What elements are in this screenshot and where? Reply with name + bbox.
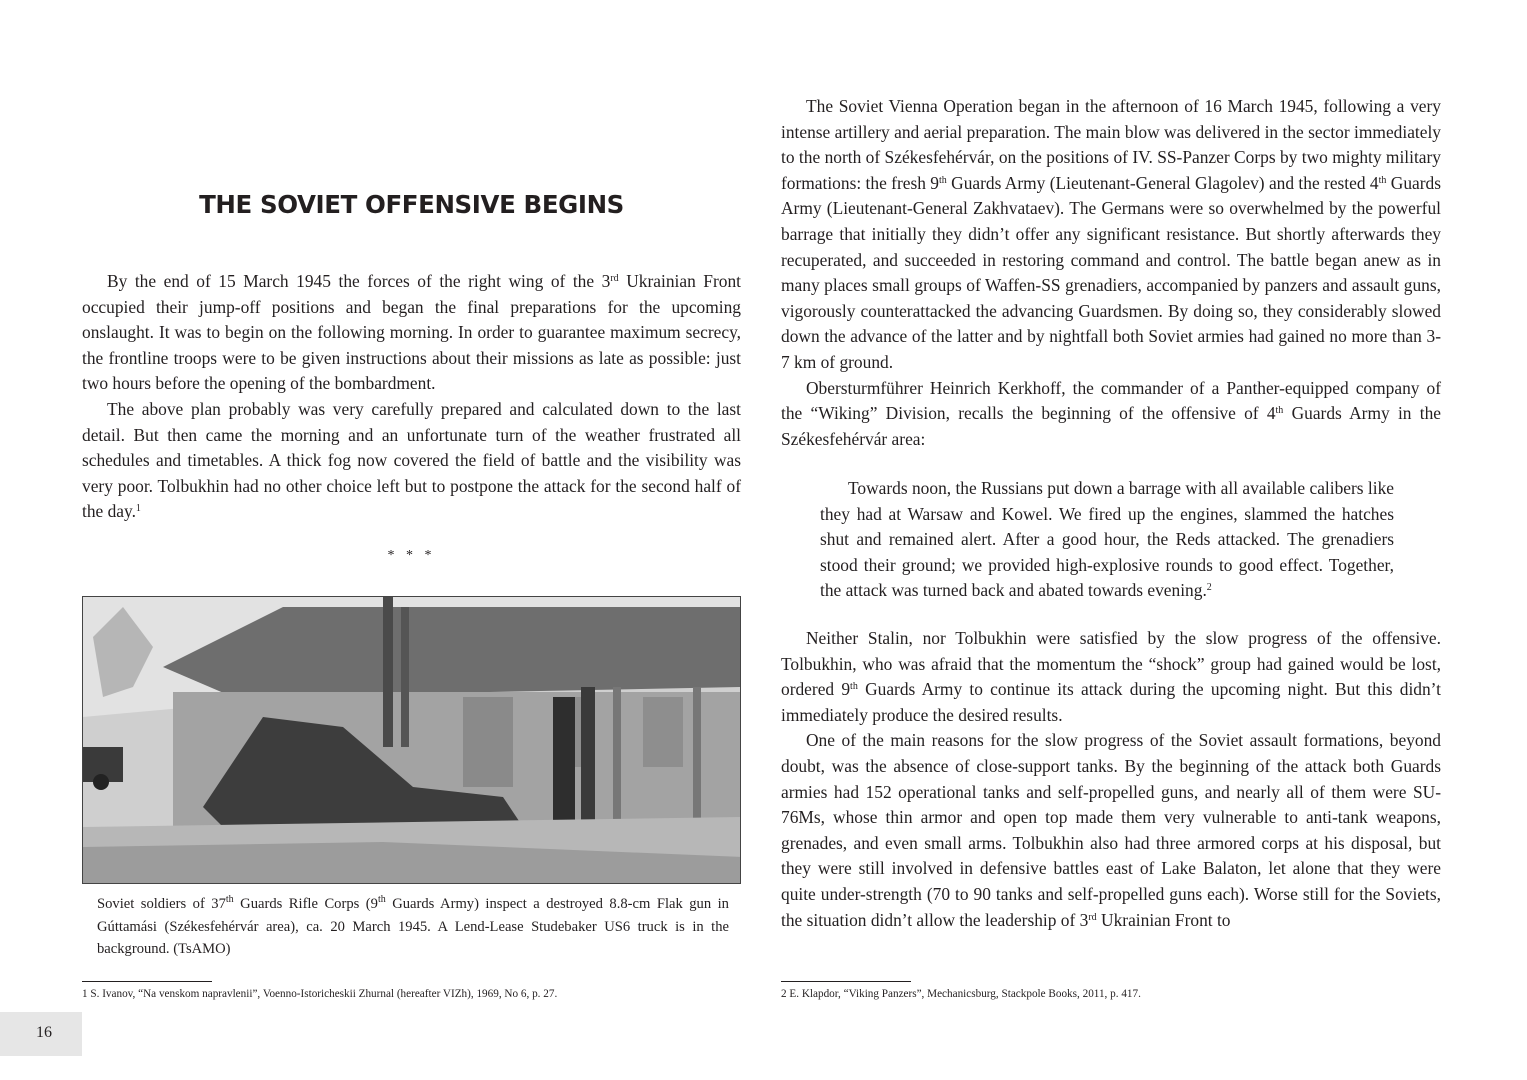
photo-caption: Soviet soldiers of 37th Guards Rifle Corps (9th Guards Army) inspect a destroyed 8.8-cm Flak gun in Gúttamási (Székesfehérvár area), ca. 20 March 1945. A Lend-Lease Studebaker US6 truck is in the background. (TsAMO) xyxy=(97,894,729,957)
left-paragraph-1: By the end of 15 March 1945 the forces of the right wing of the 3rd Ukrainian Front occupied their jump-off positions and began the final preparations for the upcoming onslaught. It was to begin on the following morning. In order to guarantee maximum secrecy, the frontline troops were to be given instructions about their missions as late as possible: just two hours before the opening of the bombardment. xyxy=(82,271,741,394)
right-paragraph-2: Obersturmführer Heinrich Kerkhoff, the commander of a Panther-equipped company of the “Wiking” Division, recalls the beginning of the offensive of 4th Guards Army in the Székesfehérvár area: xyxy=(781,377,1441,449)
section-separator: * * * xyxy=(387,548,436,563)
right-footnote-rule xyxy=(781,981,911,982)
right-paragraph-1: The Soviet Vienna Operation began in the afternoon of 16 March 1945, following a very intense artillery and aerial preparation. The main blow was delivered in the sector immediately to the north of Székesfehérvár, on the positions of IV. SS-Panzer Corps by two mighty military formations: the fresh 9th Guards Army (Lieutenant-General Glagolev) and the rested 4th Guards Army (Lieutenant-General Zakhvataev). The Germans were so overwhelmed by the powerful barrage that initially they didn’t offer any significant resistance. But shortly afterwards they recuperated, and succeeded in restoring command and control. The battle began anew as in many places small groups of Waffen-SS grenadiers, accompanied by panzers and assault guns, vigorously counterattacked the advancing Guardsmen. By doing so, they considerably slowed down the advance of the latter and by nightfall both Soviet armies had gained no more than 3-7 km of ground. xyxy=(781,96,1441,372)
chapter-title: THE SOVIET OFFENSIVE BEGINS xyxy=(199,190,624,219)
right-column-text-bottom xyxy=(781,626,1441,933)
right-paragraph-3: Neither Stalin, nor Tolbukhin were satisfied by the slow progress of the offensive. Tolbukhin, who was afraid that the momentum the “shock” group had gained would be lost, ordered 9th Guards Army to continue its attack during the upcoming night. But this didn’t immediately produce the desired results. xyxy=(781,628,1441,725)
right-column-text-top xyxy=(781,94,1441,452)
left-column-text xyxy=(82,269,741,525)
right-footnote: 2 E. Klapdor, “Viking Panzers”, Mechanicsburg, Stackpole Books, 2011, p. 417. xyxy=(781,988,1141,1000)
left-footnote: 1 S. Ivanov, “Na venskom napravlenii”, Voenno-Istoricheskii Zhurnal (hereafter VIZh), 1969, No 6, p. 27. xyxy=(82,988,558,1000)
block-quote: Towards noon, the Russians put down a barrage with all available calibers like they had at Warsaw and Kowel. We fired up the engines, slammed the hatches shut and remained alert. After a good hour, the Reds attacked. The grenadiers stood their ground; we provided high-explosive rounds to good effect. Together, the attack was turned back and abated towards evening.$^2$ xyxy=(820,478,1394,601)
historical-photo xyxy=(82,596,741,884)
left-footnote-rule xyxy=(82,981,212,982)
page-number: 16 xyxy=(36,1024,52,1041)
left-paragraph-2: The above plan probably was very carefully prepared and calculated down to the last detail. But then came the morning and an unfortunate turn of the weather frustrated all schedules and timetables. A thick fog now covered the field of battle and the visibility was very poor. Tolbukhin had no other choice left but to postpone the attack for the second half of the day.$^1$ xyxy=(82,398,741,522)
right-paragraph-4: One of the main reasons for the slow progress of the Soviet assault formations, beyond doubt, was the absence of close-support tanks. By the beginning of the attack both Guards armies had 152 operational tanks and self-propelled guns, and nearly all of them were SU-76Ms, whose thin armor and open top made them very vulnerable to anti-tank weapons, grenades, and even small arms. Tolbukhin also had three armored corps at his disposal, but they were still involved in defensive battles east of Lake Balaton, let alone that they were quite under-strength (70 to 90 tanks and self-propelled guns each). Worse still for the Soviets, the situation didn’t allow the leadership of 3rd Ukrainian Front to xyxy=(781,730,1441,930)
